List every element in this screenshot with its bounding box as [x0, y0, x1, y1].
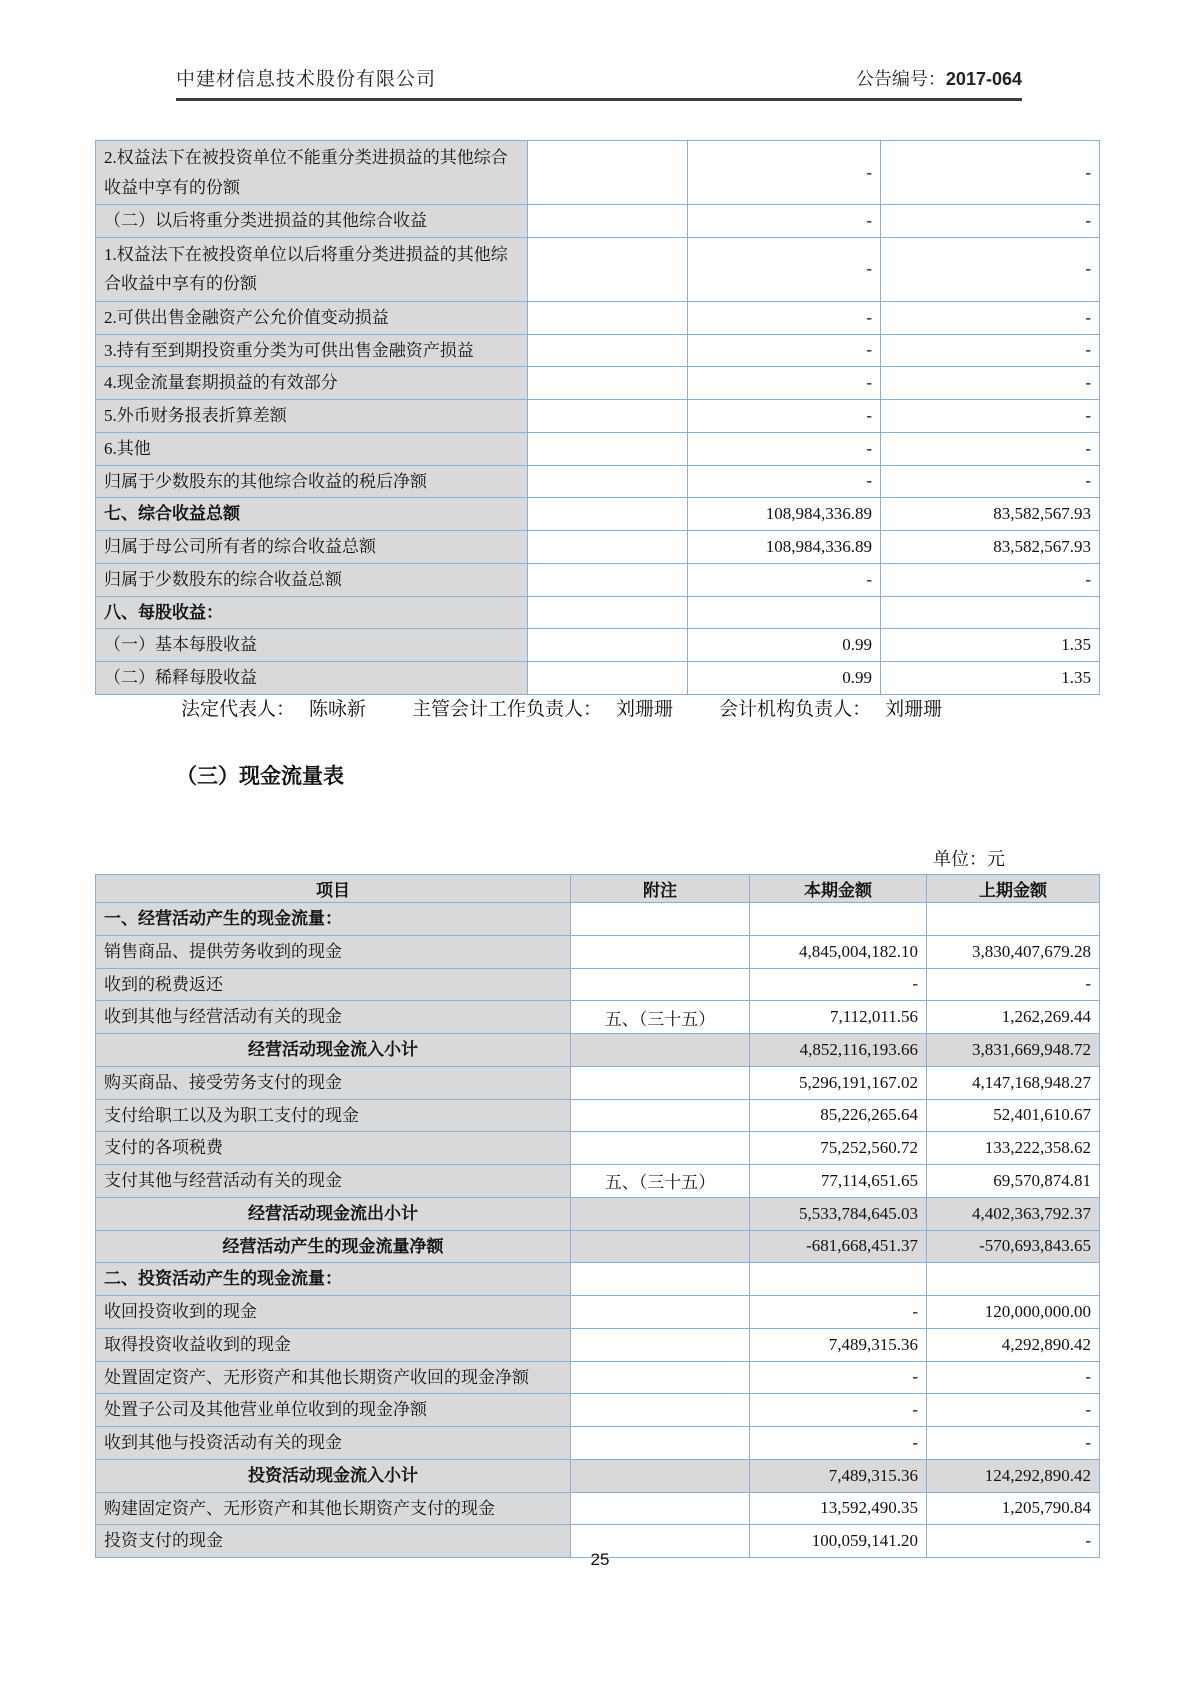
- prior-amount-cell: 124,292,890.42: [927, 1459, 1100, 1492]
- note-cell: [571, 1296, 750, 1329]
- item-label-cell: 5.外币财务报表折算差额: [96, 400, 528, 433]
- current-amount-cell: 13,592,490.35: [750, 1492, 927, 1525]
- note-cell: [571, 1197, 750, 1230]
- table-row: [96, 400, 1100, 433]
- table-row: [96, 662, 1100, 695]
- prior-amount-cell: -: [881, 301, 1100, 334]
- comprehensive-income-table-body: [96, 141, 1100, 695]
- current-amount-cell: 5,296,191,167.02: [750, 1066, 927, 1099]
- note-cell: 五、（三十五）: [571, 1165, 750, 1198]
- item-label-cell: 2.可供出售金融资产公允价值变动损益: [96, 301, 528, 334]
- prior-amount-cell: 1,205,790.84: [927, 1492, 1100, 1525]
- current-amount-cell: 4,845,004,182.10: [750, 935, 927, 968]
- prior-amount-cell: -: [927, 1525, 1100, 1558]
- prior-amount-cell: -: [927, 1394, 1100, 1427]
- note-cell: [571, 1459, 750, 1492]
- note-cell: [571, 1263, 750, 1296]
- prior-amount-cell: 69,570,874.81: [927, 1165, 1100, 1198]
- current-amount-cell: -: [750, 1394, 927, 1427]
- current-amount-cell: -: [688, 432, 881, 465]
- prior-amount-cell: -: [881, 205, 1100, 238]
- item-label-cell: 收到的税费返还: [96, 968, 571, 1001]
- note-cell: [528, 432, 688, 465]
- current-amount-cell: -: [688, 563, 881, 596]
- note-cell: [571, 1066, 750, 1099]
- table-row: [96, 596, 1100, 629]
- prior-amount-cell: [927, 1263, 1100, 1296]
- item-label-cell: 购买商品、接受劳务支付的现金: [96, 1066, 571, 1099]
- item-label-cell: 归属于少数股东的综合收益总额: [96, 563, 528, 596]
- chief-accountant: [412, 694, 673, 721]
- prior-amount-cell: [927, 903, 1100, 936]
- prior-amount-cell: 1,262,269.44: [927, 1001, 1100, 1034]
- current-amount-cell: -: [688, 141, 881, 205]
- note-cell: [528, 400, 688, 433]
- current-amount-cell: -: [750, 1296, 927, 1329]
- chief-accountant-name: 刘珊珊: [616, 699, 674, 720]
- prior-amount-cell: 133,222,358.62: [927, 1132, 1100, 1165]
- current-amount-cell: 0.99: [688, 629, 881, 662]
- item-label-cell: 七、综合收益总额: [96, 498, 528, 531]
- note-cell: [571, 903, 750, 936]
- table-row: [96, 432, 1100, 465]
- table-row: [96, 141, 1100, 205]
- prior-amount-cell: -: [927, 1361, 1100, 1394]
- prior-amount-cell: 1.35: [881, 629, 1100, 662]
- company-name: 中建材信息技术股份有限公司: [176, 69, 437, 90]
- prior-amount-cell: -: [881, 465, 1100, 498]
- prior-amount-cell: -: [881, 400, 1100, 433]
- accounting-head-label: 会计机构负责人：: [719, 699, 872, 720]
- item-label-cell: （二）以后将重分类进损益的其他综合收益: [96, 205, 528, 238]
- item-label-cell: 二、投资活动产生的现金流量：: [96, 1263, 571, 1296]
- note-cell: [571, 1132, 750, 1165]
- table-row: [96, 1034, 1100, 1067]
- item-label-cell: 4.现金流量套期损益的有效部分: [96, 367, 528, 400]
- current-amount-cell: [688, 596, 881, 629]
- current-amount-cell: -: [688, 465, 881, 498]
- prior-amount-cell: 83,582,567.93: [881, 498, 1100, 531]
- table-row: [96, 465, 1100, 498]
- table-row: [96, 1099, 1100, 1132]
- current-amount-cell: -: [688, 400, 881, 433]
- current-amount-cell: -: [688, 334, 881, 367]
- current-amount-cell: 108,984,336.89: [688, 531, 881, 564]
- table-row: [96, 237, 1100, 301]
- notice-number: [856, 65, 1022, 91]
- note-cell: [528, 563, 688, 596]
- item-label-cell: 3.持有至到期投资重分类为可供出售金融资产损益: [96, 334, 528, 367]
- note-cell: [528, 629, 688, 662]
- note-cell: [571, 1034, 750, 1067]
- section-title: （三）现金流量表: [176, 764, 344, 788]
- table-row: [96, 1263, 1100, 1296]
- item-label-cell: 投资活动现金流入小计: [96, 1459, 571, 1492]
- item-label-cell: 销售商品、提供劳务收到的现金: [96, 935, 571, 968]
- item-label-cell: 支付的各项税费: [96, 1132, 571, 1165]
- item-label-cell: 收回投资收到的现金: [96, 1296, 571, 1329]
- prior-amount-cell: [881, 596, 1100, 629]
- note-cell: [528, 141, 688, 205]
- table-row: [96, 629, 1100, 662]
- current-amount-cell: 7,489,315.36: [750, 1328, 927, 1361]
- current-amount-cell: 7,112,011.56: [750, 1001, 927, 1034]
- note-cell: [528, 662, 688, 695]
- cash-flow-table-head: [96, 875, 1100, 903]
- header-divider: [176, 98, 1022, 101]
- item-label-cell: 经营活动现金流出小计: [96, 1197, 571, 1230]
- col-header-note: 附注: [571, 875, 750, 903]
- note-cell: [571, 935, 750, 968]
- table-row: [96, 1296, 1100, 1329]
- table-row: [96, 935, 1100, 968]
- current-amount-cell: -: [688, 237, 881, 301]
- table-row: [96, 903, 1100, 936]
- note-cell: [571, 1394, 750, 1427]
- prior-amount-cell: 4,292,890.42: [927, 1328, 1100, 1361]
- prior-amount-cell: -: [881, 367, 1100, 400]
- table-row: [96, 205, 1100, 238]
- note-cell: [528, 301, 688, 334]
- note-cell: [528, 367, 688, 400]
- current-amount-cell: -: [750, 1427, 927, 1460]
- prior-amount-cell: -: [881, 334, 1100, 367]
- table-row: [96, 1394, 1100, 1427]
- prior-amount-cell: 52,401,610.67: [927, 1099, 1100, 1132]
- table-row: [96, 531, 1100, 564]
- cash-flow-table-body: [96, 903, 1100, 1558]
- note-cell: [571, 1361, 750, 1394]
- table-row: [96, 1066, 1100, 1099]
- legal-representative: [181, 694, 366, 721]
- notice-value: 2017-064: [945, 69, 1022, 89]
- table-row: [96, 1132, 1100, 1165]
- prior-amount-cell: -: [927, 968, 1100, 1001]
- note-cell: [528, 237, 688, 301]
- prior-amount-cell: 3,830,407,679.28: [927, 935, 1100, 968]
- table-row: [96, 1165, 1100, 1198]
- notice-label: 公告编号：: [855, 69, 946, 89]
- current-amount-cell: -: [688, 367, 881, 400]
- table-row: [96, 301, 1100, 334]
- chief-accountant-label: 主管会计工作负责人：: [412, 699, 603, 720]
- item-label-cell: 投资支付的现金: [96, 1525, 571, 1558]
- comprehensive-income-table: [95, 140, 1100, 695]
- prior-amount-cell: -570,693,843.65: [927, 1230, 1100, 1263]
- current-amount-cell: 5,533,784,645.03: [750, 1197, 927, 1230]
- current-amount-cell: -: [750, 968, 927, 1001]
- unit-note: 单位：元: [933, 849, 1005, 869]
- note-cell: [528, 465, 688, 498]
- col-header-prior: 上期金额: [927, 875, 1100, 903]
- item-label-cell: 2.权益法下在被投资单位不能重分类进损益的其他综合收益中享有的份额: [96, 141, 528, 205]
- col-header-current: 本期金额: [750, 875, 927, 903]
- col-header-item: 项目: [96, 875, 571, 903]
- legal-representative-label: 法定代表人：: [181, 699, 296, 720]
- note-cell: [571, 1492, 750, 1525]
- signature-line: [181, 694, 942, 721]
- note-cell: [528, 334, 688, 367]
- prior-amount-cell: 4,147,168,948.27: [927, 1066, 1100, 1099]
- item-label-cell: 处置子公司及其他营业单位收到的现金净额: [96, 1394, 571, 1427]
- prior-amount-cell: 4,402,363,792.37: [927, 1197, 1100, 1230]
- item-label-cell: 归属于母公司所有者的综合收益总额: [96, 531, 528, 564]
- item-label-cell: 处置固定资产、无形资产和其他长期资产收回的现金净额: [96, 1361, 571, 1394]
- table-row: [96, 1197, 1100, 1230]
- note-cell: [571, 1099, 750, 1132]
- prior-amount-cell: 3,831,669,948.72: [927, 1034, 1100, 1067]
- item-label-cell: 购建固定资产、无形资产和其他长期资产支付的现金: [96, 1492, 571, 1525]
- item-label-cell: 收到其他与投资活动有关的现金: [96, 1427, 571, 1460]
- table-row: [96, 1427, 1100, 1460]
- item-label-cell: 归属于少数股东的其他综合收益的税后净额: [96, 465, 528, 498]
- table-row: [96, 498, 1100, 531]
- current-amount-cell: 4,852,116,193.66: [750, 1034, 927, 1067]
- item-label-cell: 经营活动产生的现金流量净额: [96, 1230, 571, 1263]
- table-row: [96, 1328, 1100, 1361]
- item-label-cell: （一）基本每股收益: [96, 629, 528, 662]
- item-label-cell: 取得投资收益收到的现金: [96, 1328, 571, 1361]
- note-cell: [528, 498, 688, 531]
- current-amount-cell: 108,984,336.89: [688, 498, 881, 531]
- prior-amount-cell: -: [881, 141, 1100, 205]
- current-amount-cell: [750, 903, 927, 936]
- current-amount-cell: -: [750, 1361, 927, 1394]
- current-amount-cell: -: [688, 301, 881, 334]
- item-label-cell: 一、经营活动产生的现金流量：: [96, 903, 571, 936]
- prior-amount-cell: -: [927, 1427, 1100, 1460]
- current-amount-cell: 75,252,560.72: [750, 1132, 927, 1165]
- table-row: [96, 1230, 1100, 1263]
- current-amount-cell: 0.99: [688, 662, 881, 695]
- current-amount-cell: 100,059,141.20: [750, 1525, 927, 1558]
- table-row: [96, 1001, 1100, 1034]
- accounting-head: [719, 694, 942, 721]
- legal-representative-name: 陈咏新: [309, 699, 367, 720]
- current-amount-cell: [750, 1263, 927, 1296]
- note-cell: 五、（三十五）: [571, 1001, 750, 1034]
- note-cell: [571, 968, 750, 1001]
- prior-amount-cell: 120,000,000.00: [927, 1296, 1100, 1329]
- header-row: [96, 875, 1100, 903]
- item-label-cell: 经营活动现金流入小计: [96, 1034, 571, 1067]
- note-cell: [571, 1230, 750, 1263]
- prior-amount-cell: 83,582,567.93: [881, 531, 1100, 564]
- item-label-cell: 1.权益法下在被投资单位以后将重分类进损益的其他综合收益中享有的份额: [96, 237, 528, 301]
- table-row: [96, 968, 1100, 1001]
- current-amount-cell: -681,668,451.37: [750, 1230, 927, 1263]
- table-row: [96, 563, 1100, 596]
- table-row: [96, 1492, 1100, 1525]
- current-amount-cell: -: [688, 205, 881, 238]
- prior-amount-cell: 1.35: [881, 662, 1100, 695]
- table-row: [96, 1459, 1100, 1492]
- table-row: [96, 367, 1100, 400]
- current-amount-cell: 77,114,651.65: [750, 1165, 927, 1198]
- prior-amount-cell: -: [881, 432, 1100, 465]
- note-cell: [571, 1328, 750, 1361]
- current-amount-cell: 85,226,265.64: [750, 1099, 927, 1132]
- table-row: [96, 1361, 1100, 1394]
- note-cell: [528, 205, 688, 238]
- prior-amount-cell: -: [881, 237, 1100, 301]
- item-label-cell: （二）稀释每股收益: [96, 662, 528, 695]
- note-cell: [571, 1427, 750, 1460]
- item-label-cell: 支付其他与经营活动有关的现金: [96, 1165, 571, 1198]
- page-number: 25: [590, 1550, 610, 1569]
- page-header: [176, 64, 1022, 91]
- cash-flow-table: [95, 874, 1100, 1558]
- item-label-cell: 支付给职工以及为职工支付的现金: [96, 1099, 571, 1132]
- note-cell: [528, 596, 688, 629]
- note-cell: [528, 531, 688, 564]
- current-amount-cell: 7,489,315.36: [750, 1459, 927, 1492]
- table-row: [96, 334, 1100, 367]
- accounting-head-name: 刘珊珊: [885, 699, 943, 720]
- prior-amount-cell: -: [881, 563, 1100, 596]
- item-label-cell: 6.其他: [96, 432, 528, 465]
- item-label-cell: 八、每股收益：: [96, 596, 528, 629]
- item-label-cell: 收到其他与经营活动有关的现金: [96, 1001, 571, 1034]
